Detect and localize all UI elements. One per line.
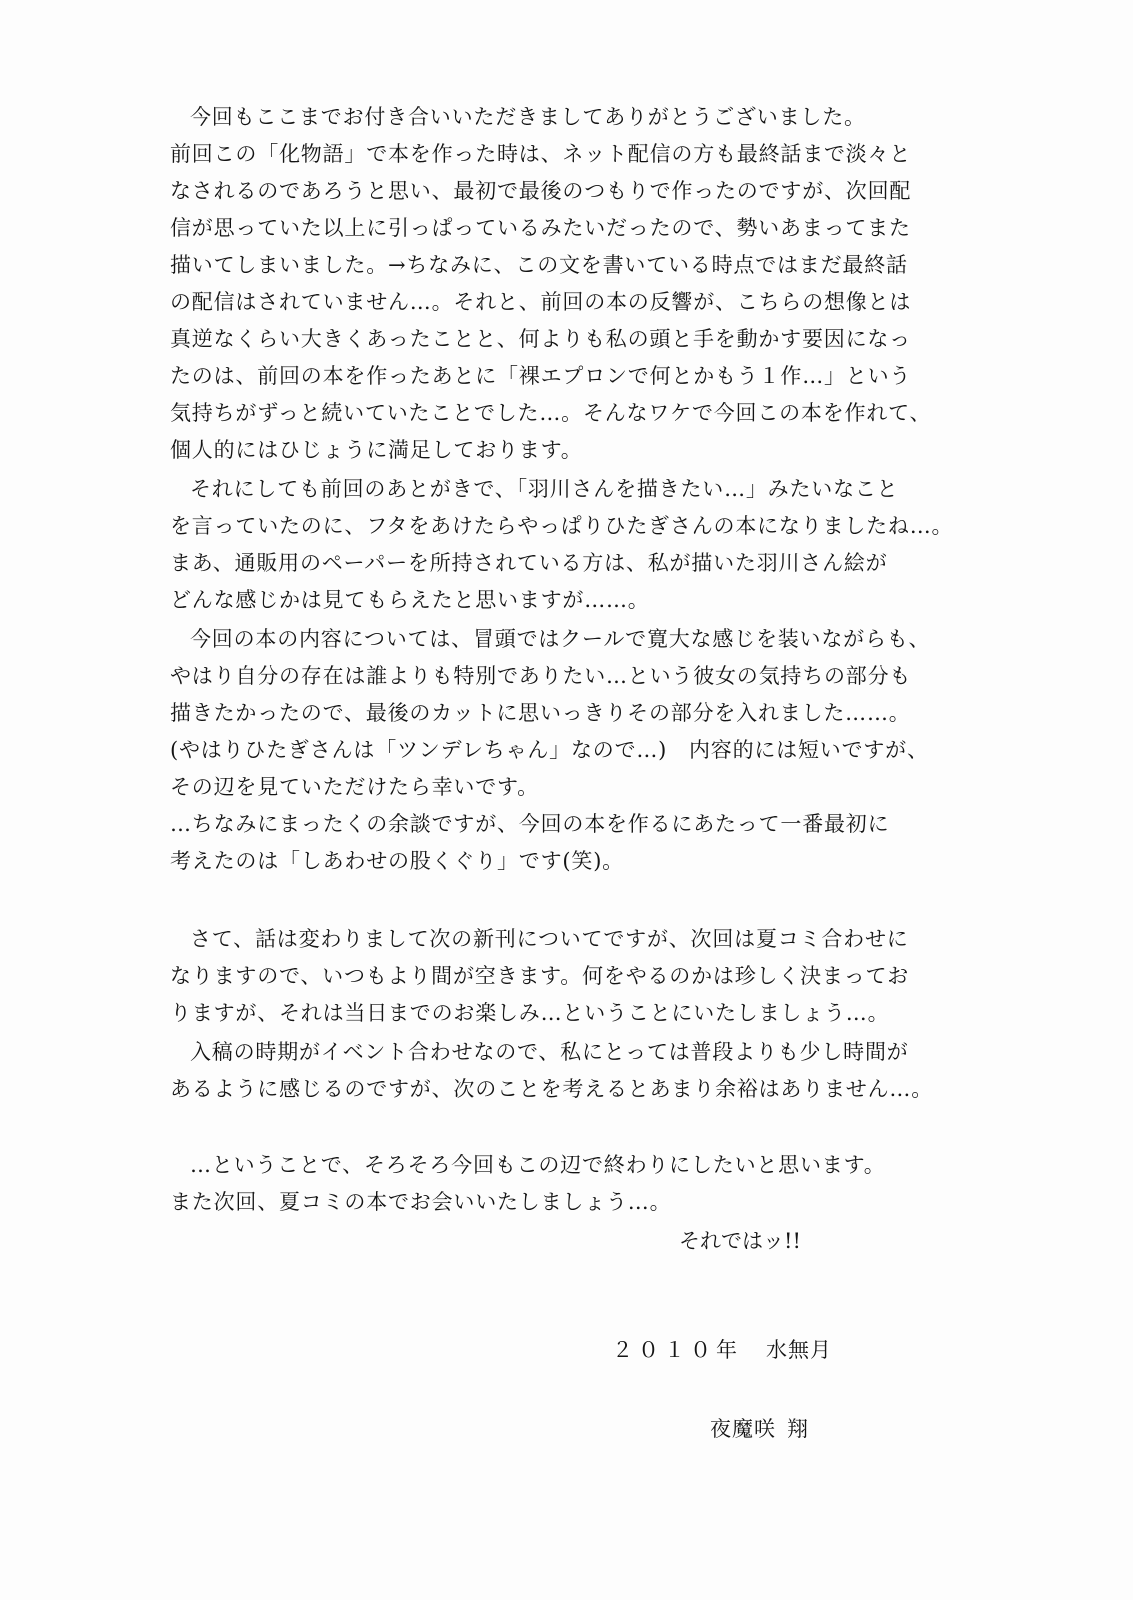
text-line: あるように感じるのですが、次のことを考えるとあまり余裕はありません…。 [170, 1077, 933, 1101]
text-line: りますが、それは当日までのお楽しみ…ということにいたしましょう…。 [170, 1001, 890, 1025]
text-line: なりますので、いつもより間が空きます。何をやるのかは珍しく決まってお [170, 964, 910, 988]
text-line: たのは、前回の本を作ったあとに「裸エプロンで何とかもう１作…」という [170, 364, 912, 388]
text-line: 描きたかったので、最後のカットに思いっきりその部分を入れました……。 [170, 701, 911, 725]
text-line: 信が思っていた以上に引っぱっているみたいだったので、勢いあまってまた [170, 216, 911, 240]
text-line: 気持ちがずっと続いていたことでした…。そんなワケで今回この本を作れて、 [170, 401, 932, 425]
text-line: を言っていたのに、フタをあけたらやっぱりひたぎさんの本になりましたね…。 [170, 514, 954, 538]
author-family-name: 夜魔咲 [710, 1417, 776, 1441]
text-line: その辺を見ていただけたら幸いです。 [170, 775, 539, 799]
text-line: それにしても前回のあとがきで、「羽川さんを描きたい…」みたいなこと [190, 477, 899, 501]
date-year: ２０１０年 [612, 1338, 742, 1362]
text-line: 考えたのは「しあわせの股くぐり」です(笑)。 [170, 849, 624, 873]
text-line: 真逆なくらい大きくあったことと、何よりも私の頭と手を動かす要因になっ [170, 327, 911, 351]
text-line: …ちなみにまったくの余談ですが、今回の本を作るにあたって一番最初に [170, 812, 890, 836]
text-line: 今回の本の内容については、冒頭ではクールで寛大な感じを装いながらも、 [190, 627, 931, 651]
text-line: さて、話は変わりまして次の新刊についてですが、次回は夏コミ合わせに [190, 927, 909, 951]
text-line: やはり自分の存在は誰よりも特別でありたい…という彼女の気持ちの部分も [170, 664, 912, 688]
text-line: まあ、通販用のペーパーを所持されている方は、私が描いた羽川さん絵が [170, 551, 888, 575]
date-month: 水無月 [766, 1338, 832, 1362]
author-given-name: 翔 [787, 1417, 808, 1441]
text-line: 前回この「化物語」で本を作った時は、ネット配信の方も最終話まで淡々と [170, 142, 912, 166]
text-line: の配信はされていません…。それと、前回の本の反響が、こちらの想像とは [170, 290, 912, 314]
text-line: 個人的にはひじょうに満足しております。 [170, 438, 583, 462]
text-line: どんな感じかは見てもらえたと思いますが……。 [170, 588, 650, 612]
text-line: 入稿の時期がイベント合わせなので、私にとっては普段よりも少し時間が [190, 1040, 909, 1064]
text-line: (やはりひたぎさんは「ツンデレちゃん」なので…) 内容的には短いですが、 [170, 738, 929, 762]
closing-line: それではッ!! [679, 1229, 801, 1253]
text-line: また次回、夏コミの本でお会いいたしましょう…。 [170, 1190, 672, 1214]
text-line: 描いてしまいました。→ちなみに、この文を書いている時点ではまだ最終話 [170, 253, 908, 277]
text-line: なされるのであろうと思い、最初で最後のつもりで作ったのですが、次回配 [170, 179, 912, 203]
text-line: 今回もここまでお付き合いいただきましてありがとうございました。 [190, 105, 866, 129]
text-line: …ということで、そろそろ今回もこの辺で終わりにしたいと思います。 [190, 1153, 886, 1177]
